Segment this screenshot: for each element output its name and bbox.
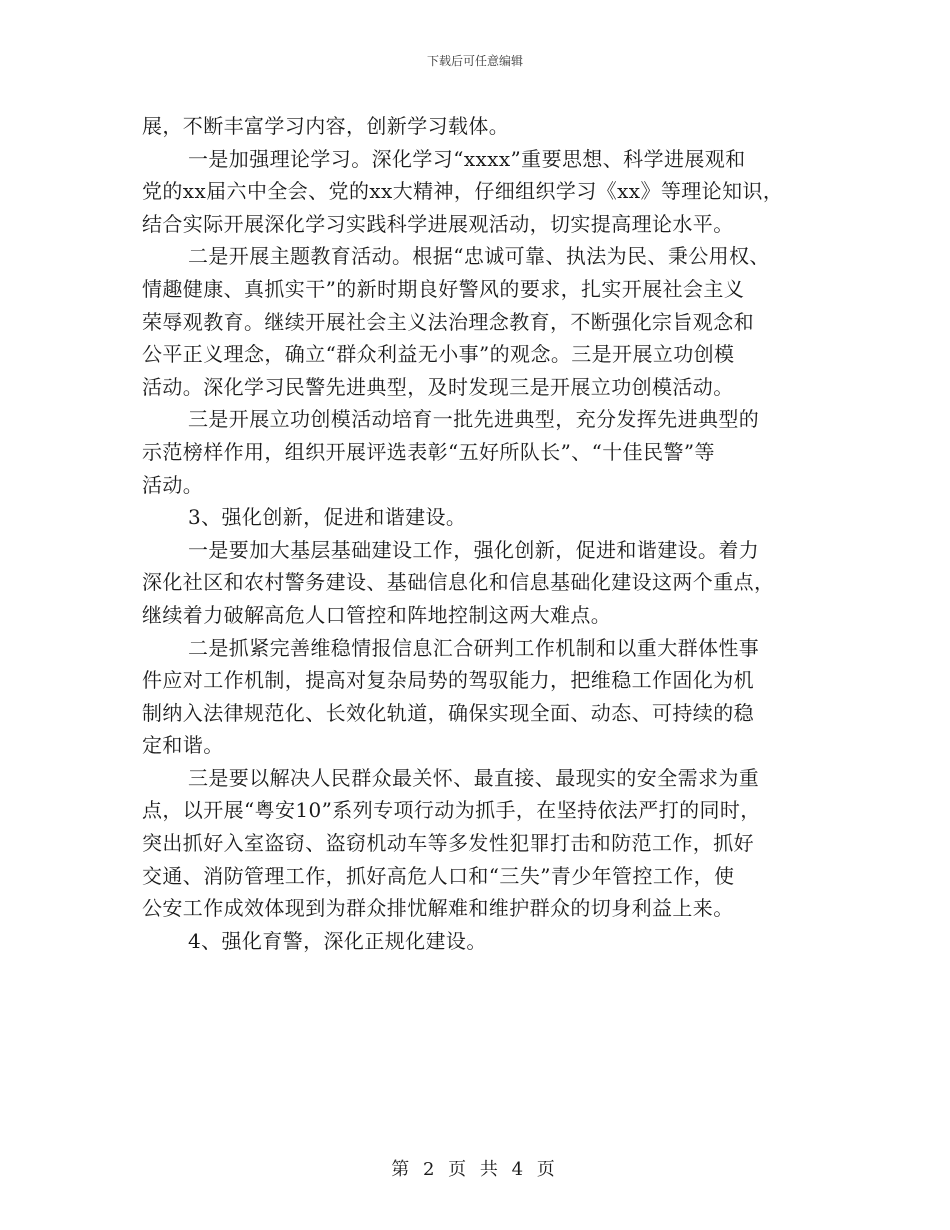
text-line: 交通、消防管理工作，抓好高危人口和“三失”青少年管控工作，使 <box>142 863 735 888</box>
text-line: 示范榜样作用，组织开展评选表彰“五好所队长”、“十佳民警”等 <box>142 439 715 464</box>
text-line: 公平正义理念，确立“群众利益无小事”的观念。三是开展立功创模 <box>142 342 735 367</box>
text-line: 继续着力破解高危人口管控和阵地控制这两大难点。 <box>142 602 612 627</box>
text-line: 活动。 <box>142 472 204 497</box>
page-header: 下载后可任意编辑 <box>426 54 523 68</box>
text-line: 定和谐。 <box>142 733 224 758</box>
text-line: 活动。深化学习民警先进典型，及时发现三是开展立功创模活动。 <box>142 374 734 399</box>
text-line: 二是抓紧完善维稳情报信息汇合研判工作机制和以重大群体性事 <box>188 635 760 660</box>
text-line: 突出抓好入室盗窃、盗窃机动车等多发性犯罪打击和防范工作，抓好 <box>142 831 754 856</box>
text-line: 深化社区和农村警务建设、基础信息化和信息基础化建设这两个重点， <box>142 570 775 595</box>
text-line: 二是开展主题教育活动。根据“忠诚可靠、执法为民、秉公用权、 <box>188 244 770 269</box>
text-line: 件应对工作机制，提高对复杂局势的驾驭能力，把维稳工作固化为机 <box>142 668 754 693</box>
text-line: 点，以开展“粤安10”系列专项行动为抓手，在坚持依法严打的同时， <box>142 798 761 823</box>
section-heading: 3、强化创新，促进和谐建设。 <box>188 505 467 530</box>
text-line: 公安工作成效体现到为群众排忧解难和维护群众的切身利益上来。 <box>142 896 734 921</box>
text-line: 展，不断丰富学习内容，创新学习载体。 <box>142 114 510 138</box>
text-line: 荣辱观教育。继续开展社会主义法治理念教育，不断强化宗旨观念和 <box>142 309 754 334</box>
text-line: 一是要加大基层基础建设工作，强化创新，促进和谐建设。着力 <box>188 537 760 562</box>
page-footer: 第 2 页 共 4 页 <box>391 1159 559 1180</box>
text-line: 情趣健康、真抓实干”的新时期良好警风的要求，扎实开展社会主义 <box>142 276 745 301</box>
text-line: 结合实际开展深化学习实践科学进展观活动，切实提高理论水平。 <box>142 211 734 236</box>
text-line: 三是要以解决人民群众最关怀、最直接、最现实的安全需求为重 <box>188 765 760 790</box>
text-line: 三是开展立功创模活动培育一批先进典型，充分发挥先进典型的 <box>188 407 760 432</box>
text-line: 一是加强理论学习。深化学习“xxxx”重要思想、科学进展观和 <box>188 146 746 171</box>
section-heading: 4、强化育警，深化正规化建设。 <box>188 928 487 953</box>
text-line: 制纳入法律规范化、长效化轨道，确保实现全面、动态、可持续的稳 <box>142 700 754 725</box>
document-body <box>142 110 812 957</box>
text-line: 党的xx届六中全会、党的xx大精神，仔细组织学习《xx》等理论知识， <box>142 179 784 204</box>
